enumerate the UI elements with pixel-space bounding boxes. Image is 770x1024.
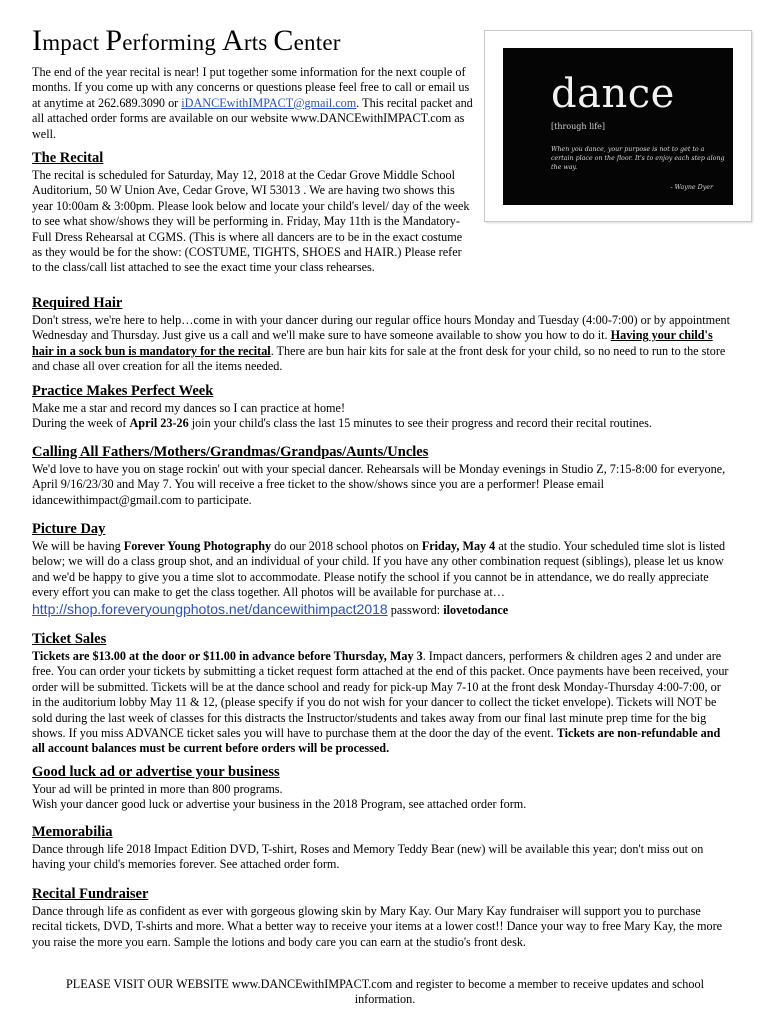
title-word: enter — [293, 30, 341, 55]
section-heading: The Recital — [32, 150, 104, 166]
dance-image-frame — [484, 30, 752, 222]
section-heading: Recital Fundraiser — [32, 886, 149, 902]
title-initial: P — [105, 24, 123, 57]
intro-text: The end of the year recital is near! I put together some information for the next couple of months. If you come up with any concerns or questions please feel free to call or email us at anytime at 262.689.3090 or — [32, 65, 470, 110]
section-fundraiser — [32, 886, 732, 950]
ticket-text: . Impact dancers, performers & children ages 2 and under are free. You can order your tickets by submitting a ticket request form attached at the end of this packet. Once payments have been received, your order will be submitted. Tickets will be at the dance school and ready for pick-up May 7-10 at the front desk Monday-Thursday 4:00-7:00, or in the auditorium lobby May 11 & 12, (please specify if you do not wish for your dancer to collect the ticket envelope). Tickets will NOT be sold during the last week of classes for this distracts the Instructor/students and takes away from our final last minute prep time for the big shows. If you miss ADVANCE ticket sales you will have to purchase them at the door the day of the event. — [32, 649, 729, 741]
section-heading: Picture Day — [32, 521, 106, 537]
picture-date: Friday, May 4 — [421, 539, 496, 553]
title-initial: A — [221, 24, 244, 57]
password-label: password: — [387, 602, 444, 617]
title-initial: I — [32, 24, 43, 57]
email-link[interactable]: iDANCEwithIMPACT@gmail.com — [181, 95, 357, 110]
section-picture-day — [32, 521, 732, 618]
section-text: Dance through life as confident as ever with gorgeous glowing skin by Mary Kay. Our Mary Kay fundraiser will support you to purchase recital tickets, DVD, T-shirts and more. What a better way to receive your items at a lower cost!! Dance your way to free Mary Kay, the more you raise the more you earn. Sample the lotions and body care you can earn at the studio's front desk. — [32, 904, 723, 949]
intro-text-end: . This recital packet and all attached order forms are available on our website www.DANCEwithIMPACT.com as well. — [32, 95, 473, 141]
ticket-policy: Tickets are non-refundable and all account balances must be current before orders will be processed. — [32, 726, 721, 756]
image-quote-author: - Wayne Dyer — [670, 184, 713, 191]
section-required-hair — [32, 295, 732, 375]
section-ticket-sales — [32, 631, 732, 757]
photographer-name: Forever Young Photography — [123, 539, 272, 553]
picture-text: do our 2018 school photos on — [271, 539, 422, 553]
practice-text: During the week of — [32, 416, 130, 431]
photo-shop-link[interactable]: http://shop.foreveryoungphotos.net/dancewithimpact2018 — [32, 600, 388, 617]
photo-link-line — [32, 602, 732, 618]
page-title — [32, 24, 341, 57]
title-word: erforming — [122, 30, 222, 55]
practice-line-2 — [32, 416, 732, 431]
hair-mandatory-note: Having your child's hair in a sock bun is mandatory for the recital — [32, 328, 713, 358]
ticket-prices: Tickets are $13.00 at the door or $11.00 in advance before Thursday, May 3 — [32, 649, 423, 663]
intro-paragraph — [32, 65, 477, 142]
footer-note: PLEASE VISIT OUR WEBSITE www.DANCEwithIMPACT.com and register to become a member to receive updates and school information. — [66, 977, 704, 1006]
picture-text: at the studio. Your scheduled time slot is listed below; we will do a class group shot, and an individual of your child. If you have any other combination request (siblings), please let us know and we'd be happy to give you a time slot to accommodate. Please notify the school if you cannot be in attendance, we do really appreciate every effort you can make to get the class together. All photos will be available for purchase at… — [32, 539, 726, 600]
section-calling-all — [32, 444, 732, 508]
section-text: Dance through life 2018 Impact Edition DVD, T-shirt, Roses and Memory Teddy Bear (new) will be available this year; don't miss out on having your child's memories forever. See attached order form. — [32, 842, 704, 872]
hair-text: Don't stress, we're here to help…come in with your dancer during our regular office hours Monday and Tuesday (4:00-7:00) or by appointment Wednesday and Thursday. Just give us a call and we'll make sure to have someone available to show you how to do it. — [32, 313, 731, 343]
dance-image — [503, 48, 733, 205]
section-recital — [32, 150, 472, 276]
section-advertise — [32, 764, 732, 813]
image-subtitle: [through life] — [551, 122, 606, 131]
section-heading: Calling All Fathers/Mothers/Grandmas/Grandpas/Aunts/Uncles — [32, 444, 429, 460]
title-word: rts — [243, 30, 274, 55]
hair-text-end: . There are bun hair kits for sale at the front desk for your child, so no need to run to the store and chase all over creation for all the items needed. — [32, 343, 726, 374]
section-heading: Ticket Sales — [32, 631, 107, 647]
ad-line-2: Wish your dancer good luck or advertise your business in the 2018 Program, see attached order form. — [32, 797, 527, 812]
section-heading: Good luck ad or advertise your business — [32, 764, 280, 780]
section-practice-week — [32, 383, 732, 432]
practice-text-end: join your child's class the last 15 minutes to see their progress and record their recital routines. — [188, 416, 652, 431]
section-text: The recital is scheduled for Saturday, May 12, 2018 at the Cedar Grove Middle School Auditorium, 50 W Union Ave, Cedar Grove, WI 53013 . We are having two shows this year 10:00am & 3:00pm. Please look below and locate your child's level/ day of the week to see what show/shows they will be performing in. Friday, May 11th is the Mandatory- Full Dress Rehearsal at CGMS. (This is where all dancers are to be in the exact costume as they would be for the show: (COSTUME, TIGHTS, SHOES and HAIR.) Please refer to the class/call list attached to see the exact time your class rehearses. — [32, 168, 470, 275]
title-word: mpact — [42, 30, 106, 55]
image-word: dance — [551, 71, 675, 117]
section-text — [32, 649, 732, 757]
picture-text: We will be having — [32, 539, 124, 553]
ad-line-1: Your ad will be printed in more than 800 programs. — [32, 782, 283, 796]
image-quote: When you dance, your purpose is not to get to a certain place on the floor. It's to enjoy each step along the way. — [551, 146, 725, 171]
section-heading: Practice Makes Perfect Week — [32, 383, 214, 399]
section-text: We'd love to have you on stage rockin' out with your special dancer. Rehearsals will be Monday evenings in Studio Z, 7:15-8:00 for everyone, April 9/16/23/30 and May 7. You will receive a free ticket to the show/shows since you are a performer! Please email idancewithimpact@gmail.com to participate. — [32, 462, 726, 507]
practice-line-1: Make me a star and record my dances so I can practice at home! — [32, 401, 346, 415]
section-memorabilia — [32, 824, 732, 873]
title-initial: C — [273, 24, 294, 57]
section-heading: Memorabilia — [32, 824, 113, 840]
section-heading: Required Hair — [32, 295, 123, 311]
practice-dates: April 23-26 — [129, 416, 189, 431]
section-text — [32, 539, 732, 601]
section-text — [32, 313, 732, 375]
password-value: ilovetodance — [443, 602, 509, 617]
